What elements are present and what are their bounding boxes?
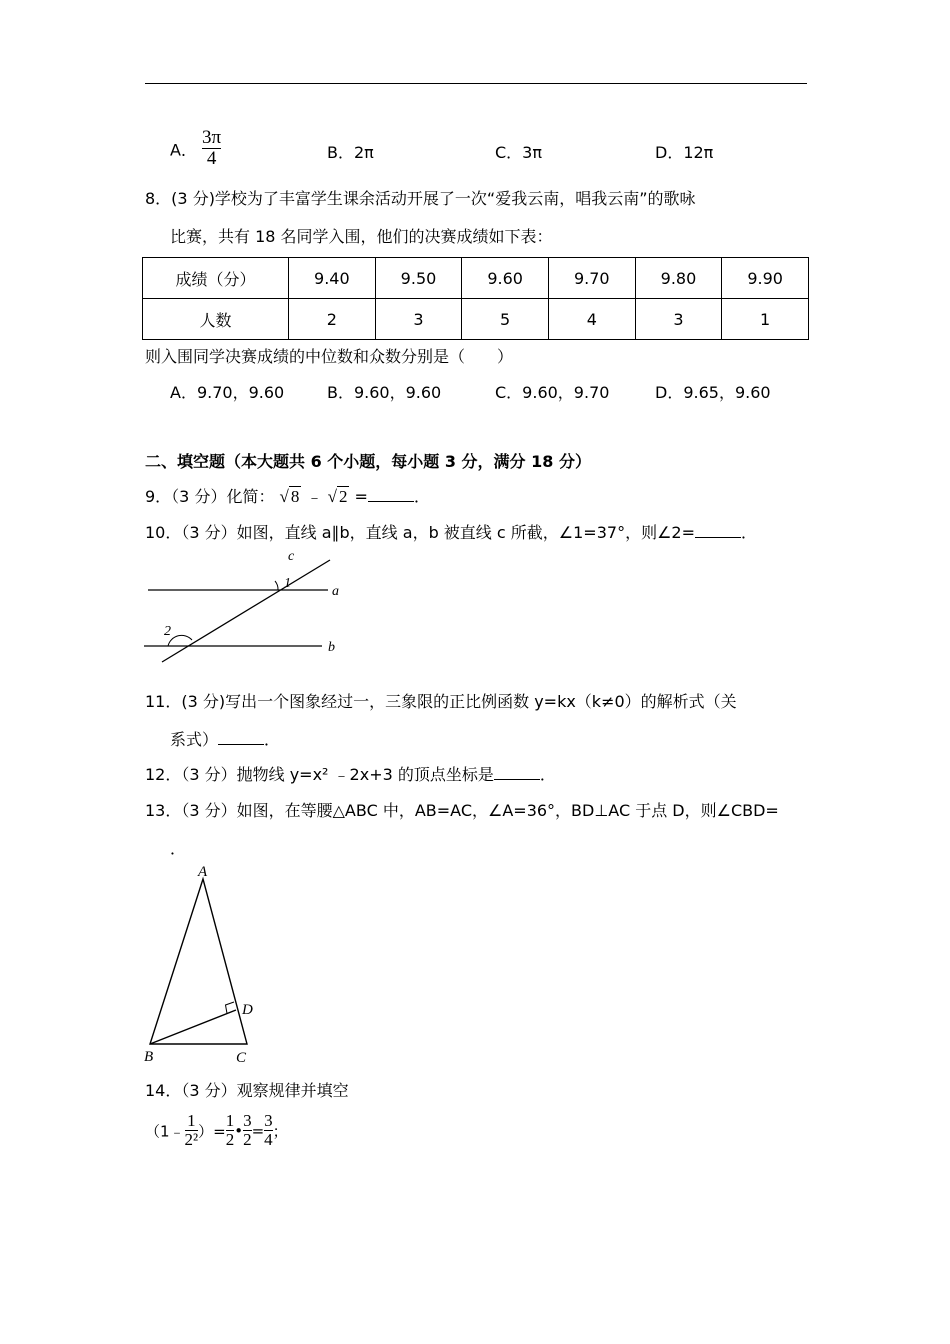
q12 — [145, 762, 556, 785]
q9 — [145, 484, 430, 507]
label-1: 1 — [284, 576, 291, 591]
angle-2-arc — [168, 635, 192, 646]
q14-dot: • — [234, 1121, 244, 1140]
label-A: A — [198, 864, 208, 880]
q10-end: ． — [741, 523, 758, 542]
q8-line2: 比赛，共有 18 名同学入围，他们的决赛成绩如下表： — [170, 227, 553, 246]
table-row — [143, 258, 809, 299]
score-table — [142, 257, 809, 340]
q14-fraction-1 — [185, 1112, 199, 1150]
q7-option-a-label: A． — [170, 140, 197, 160]
q14-end: ； — [272, 1122, 288, 1141]
q9-radicand-1: 8 — [290, 487, 300, 506]
answer-blank[interactable] — [494, 765, 540, 780]
label-D: D — [242, 1002, 253, 1018]
triangle-abc — [150, 879, 247, 1044]
table-cell: 5 — [462, 299, 549, 340]
q14-title: 14．（3 分）观察规律并填空 — [145, 1081, 349, 1100]
table-cell: 3 — [375, 299, 462, 340]
label-a: a — [332, 584, 339, 599]
q7-option-b: B．2π — [327, 143, 374, 162]
label-2: 2 — [164, 624, 171, 639]
q11-end: ． — [264, 730, 281, 749]
q9-sqrt-8: √ 8 — [279, 487, 300, 506]
q9-sqrt-2: √ 2 — [327, 487, 348, 506]
q7-a-denominator: 4 — [202, 148, 221, 170]
q14-fraction-4 — [264, 1112, 273, 1150]
header-rule — [145, 83, 807, 84]
q8-option-a: A．9.70，9.60 — [170, 383, 285, 402]
table-cell: 9.70 — [548, 258, 635, 299]
table-cell: 4 — [548, 299, 635, 340]
table-cell: 1 — [722, 299, 809, 340]
table-cell: 成绩（分） — [143, 258, 289, 299]
q13-line1: 13．（3 分）如图，在等腰△ABC 中，AB=AC，∠A=36°，BD⊥AC 于点 D，则∠CBD= — [145, 801, 779, 820]
table-cell: 9.80 — [635, 258, 722, 299]
answer-blank[interactable] — [368, 487, 414, 502]
q9-radicand-2: 2 — [338, 487, 348, 506]
q14-f2-num: 1 — [225, 1111, 235, 1130]
q9-prefix: 9．（3 分）化简： — [145, 487, 275, 506]
table-cell: 人数 — [143, 299, 289, 340]
q9-equals: = — [354, 487, 368, 506]
q7-option-a — [170, 128, 221, 170]
table-cell: 9.60 — [462, 258, 549, 299]
q14-f2-den: 2 — [225, 1129, 235, 1149]
table-row — [143, 299, 809, 340]
q14-f4-den: 4 — [264, 1129, 273, 1149]
table-cell: 9.50 — [375, 258, 462, 299]
segment-bd — [150, 1010, 236, 1044]
q12-text: 12．（3 分）抛物线 y=x² ﹣2x+3 的顶点坐标是 — [145, 765, 494, 784]
q8-line1: 8．(3 分)学校为了丰富学生课余活动开展了一次“爱我云南，唱我云南”的歌咏 — [145, 189, 696, 208]
table-cell: 9.90 — [722, 258, 809, 299]
q14-f4-num: 3 — [264, 1111, 273, 1130]
line-c — [162, 560, 330, 662]
q11-prefix: 系式） — [170, 730, 219, 749]
table-cell: 3 — [635, 299, 722, 340]
answer-blank[interactable] — [218, 730, 264, 745]
label-C: C — [236, 1050, 247, 1066]
table-cell: 2 — [289, 299, 376, 340]
section-title: 二、填空题（本大题共 6 个小题，每小题 3 分，满分 18 分） — [145, 452, 591, 471]
label-b: b — [328, 640, 335, 655]
q11-line2 — [170, 727, 280, 750]
q14-expression — [145, 1112, 288, 1150]
q9-minus: ﹣ — [306, 487, 323, 506]
table-cell: 9.40 — [289, 258, 376, 299]
q14-fraction-2 — [226, 1112, 235, 1150]
q10 — [145, 520, 757, 543]
label-c: c — [288, 549, 295, 564]
q13-line2: ． — [170, 839, 187, 858]
angle-1-arc — [275, 581, 278, 590]
q10-text: 10．（3 分）如图，直线 a∥b，直线 a，b 被直线 c 所截，∠1=37°，则∠2= — [145, 523, 695, 542]
q14-f3-den: 2 — [243, 1129, 252, 1149]
answer-blank[interactable] — [695, 523, 741, 538]
q14-open: （1﹣ — [145, 1122, 185, 1141]
q14-close-eq: ）= — [198, 1122, 226, 1141]
q8-option-b: B．9.60，9.60 — [327, 383, 442, 402]
q9-end: ． — [413, 487, 430, 506]
q7-option-d: D．12π — [655, 143, 714, 162]
q14-fraction-3 — [243, 1112, 252, 1150]
q8-option-c: C．9.60，9.70 — [495, 383, 610, 402]
q11-line1: 11．(3 分)写出一个图象经过一，三象限的正比例函数 y=kx（k≠0）的解析式（关 — [145, 692, 737, 711]
q7-option-c: C．3π — [495, 143, 542, 162]
triangle-figure — [140, 862, 270, 1068]
parallel-lines-figure — [140, 548, 360, 670]
q12-end: ． — [539, 765, 556, 784]
q14-f3-num: 3 — [243, 1111, 252, 1130]
q14-eq: = — [251, 1121, 265, 1140]
label-B: B — [144, 1049, 154, 1065]
q7-a-numerator: 3π — [202, 127, 222, 148]
q14-f1-den: 2² — [184, 1129, 199, 1149]
q8-question: 则入围同学决赛成绩的中位数和众数分别是（ ） — [145, 347, 514, 366]
q8-option-d: D．9.65，9.60 — [655, 383, 771, 402]
q14-f1-num: 1 — [187, 1111, 196, 1130]
q7-option-a-fraction — [202, 128, 221, 170]
